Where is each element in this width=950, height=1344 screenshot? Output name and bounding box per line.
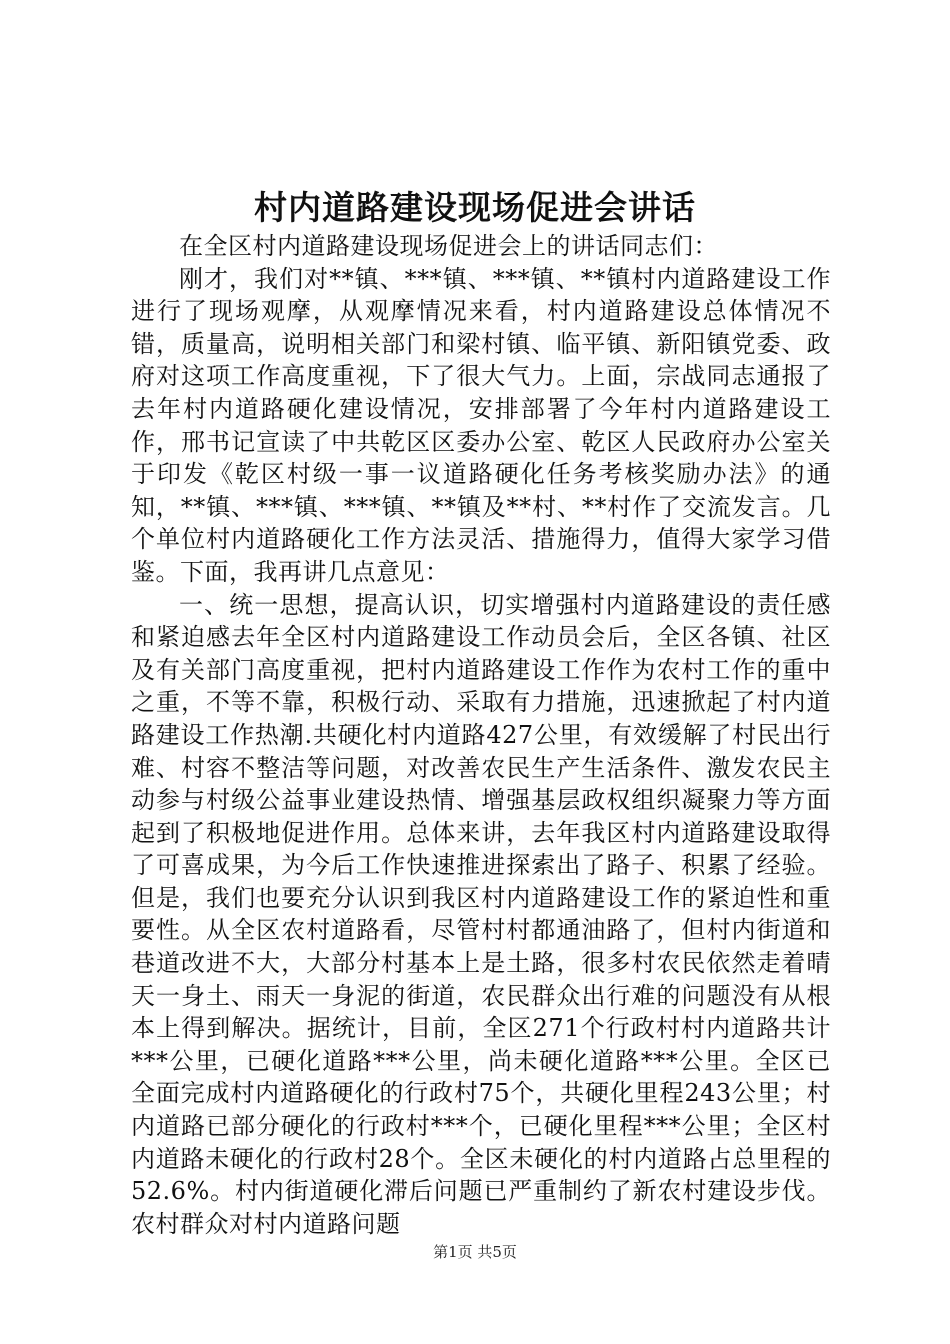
paragraph-intro: 刚才，我们对**镇、***镇、***镇、**镇村内道路建设工作进行了现场观摩，从观摩情况来看，村内道路建设总体情况不错，质量高，说明相关部门和梁村镇、临平镇、新阳镇党委、政府对这项工作高度重视，下了很大气力。上面，宗战同志通报了去年村内道路硬化建设情况，安排部署了今年村内道路建设工作，邢书记宣读了中共乾区区委办公室、乾区人民政府办公室关于印发《乾区村级一事一议道路硬化任务考核奖励办法》的通知，**镇、***镇、***镇、**镇及**村、**村作了交流发言。几个单位村内道路硬化工作方法灵活、措施得力，值得大家学习借鉴。下面，我再讲几点意见： — [131, 264, 831, 586]
paragraph-greeting: 在全区村内道路建设现场促进会上的讲话同志们： — [179, 232, 718, 260]
document-title: 村内道路建设现场促进会讲话 — [254, 188, 696, 227]
page-number-footer: 第1页 共5页 — [433, 1243, 517, 1261]
document-body — [131, 230, 831, 1240]
paragraph-section-one: 一、统一思想，提高认识，切实增强村内道路建设的责任感和紧迫感去年全区村内道路建设工作动员会后，全区各镇、社区及有关部门高度重视，把村内道路建设工作作为农村工作的重中之重，不等不靠，积极行动、采取有力措施，迅速掀起了村内道路建设工作热潮.共硬化村内道路427公里，有效缓解了村民出行难、村容不整洁等问题，对改善农民生产生活条件、激发农民主动参与村级公益事业建设热情、增强基层政权组织凝聚力等方面起到了积极地促进作用。总体来讲，去年我区村内道路建设取得了可喜成果，为今后工作快速推进探索出了路子、积累了经验。但是，我们也要充分认识到我区村内道路建设工作的紧迫性和重要性。从全区农村道路看，尽管村村都通油路了，但村内街道和巷道改进不大，大部分村基本上是土路，很多村农民依然走着晴天一身土、雨天一身泥的街道，农民群众出行难的问题没有从根本上得到解决。据统计，目前，全区271个行政村村内道路共计***公里，已硬化道路***公里，尚未硬化道路***公里。全区已全面完成村内道路硬化的行政村75个，共硬化里程243公里；村内道路已部分硬化的行政村***个，已硬化里程***公里；全区村内道路未硬化的行政村28个。全区未硬化的村内道路占总里程的52.6%。村内街道硬化滞后问题已严重制约了新农村建设步伐。农村群众对村内道路问题 — [131, 590, 831, 1238]
